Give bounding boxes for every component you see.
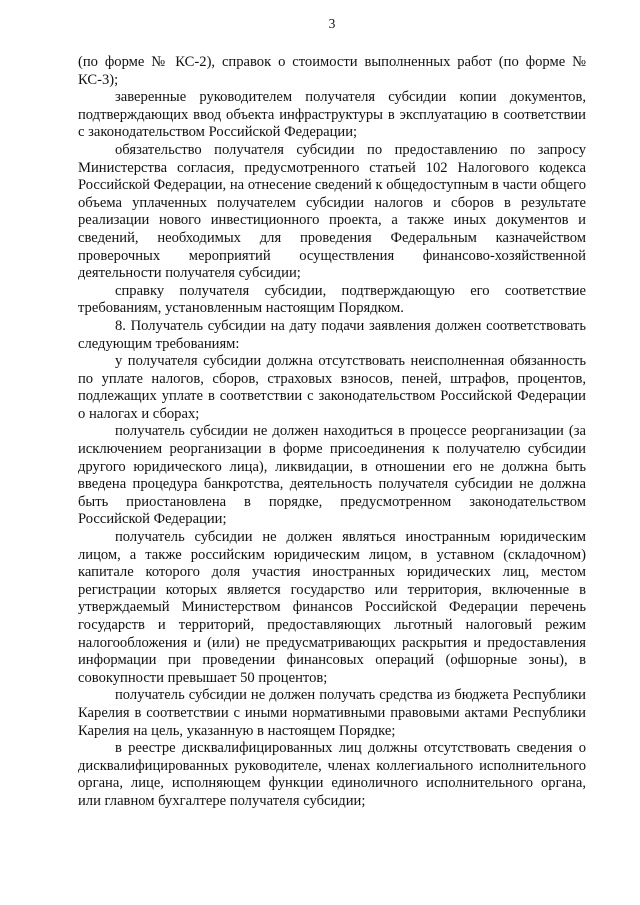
paragraph-continuation: (по форме № КС-2), справок о стоимости выполненных работ (по форме № КС-3); (78, 54, 586, 88)
paragraph-no-tax-arrears: у получателя субсидии должна отсутствовать неисполненная обязанность по уплате налогов, сборов, страховых взносов, пеней, штрафов, процентов, подлежащих уплате в соответствии с законодательством Российской Федерации о налогах и сборах; (78, 353, 586, 422)
paragraph-section-8-heading: 8. Получатель субсидии на дату подачи заявления должен соответствовать следующим требованиям: (78, 317, 586, 352)
paragraph-not-foreign-entity: получатель субсидии не должен являться иностранным юридическим лицом, а также российским юридическим лицом, в уставном (складочном) капитале которого доля участия иностранных юридических лиц, местом регистрации которых является государство или территория, включенные в утверждаемый Министерством финансов Российской Федерации перечень государств и территорий, предоставляющих льготный налоговый режим налогообложения и (или) не предусматривающих раскрытия и предоставления информации при проведении финансовых операций (офшорные зоны), в совокупности превышает 50 процентов; (78, 529, 586, 686)
paragraph-no-reorganization: получатель субсидии не должен находиться в процессе реорганизации (за исключением реорганизации в форме присоединения к получателю субсидии другого юридического лица), ликвидации, в отношении его не должна быть введена процедура банкротства, деятельность получателя субсидии не должна быть приостановлена в порядке, предусмотренном законодательством Российской Федерации; (78, 423, 586, 528)
paragraph-compliance-certificate: справку получателя субсидии, подтверждающую его соответствие требованиям, установленным настоящим Порядком. (78, 282, 586, 317)
paragraph-certified-copies: заверенные руководителем получателя субсидии копии документов, подтверждающих ввод объекта инфраструктуры в эксплуатацию в соответствии с законодательством Российской Федерации; (78, 89, 586, 141)
paragraph-obligation-consent: обязательство получателя субсидии по предоставлению по запросу Министерства согласия, предусмотренного статьей 102 Налогового кодекса Российской Федерации, на отнесение сведений к общедоступным в части общего объема уплаченных получателем субсидии налогов и сборов в результате реализации нового инвестиционного проекта, а также иных документов и сведений, необходимых для проведения Федеральным казначейством проверочных мероприятий осуществления финансово-хозяйственной деятельности получателя субсидии; (78, 141, 586, 282)
paragraph-disqualified-persons-registry: в реестре дисквалифицированных лиц должны отсутствовать сведения о дисквалифицированных руководителе, членах коллегиального исполнительного органа, лице, исполняющем функции единоличного исполнительного органа, или главном бухгалтере получателя субсидии; (78, 740, 586, 809)
page-number: 3 (328, 16, 336, 31)
paragraph-no-other-budget-funds: получатель субсидии не должен получать средства из бюджета Республики Карелия в соответствии с иными нормативными правовыми актами Республики Карелия на цель, указанную в настоящем Порядке; (78, 687, 586, 739)
document-body (78, 54, 586, 811)
